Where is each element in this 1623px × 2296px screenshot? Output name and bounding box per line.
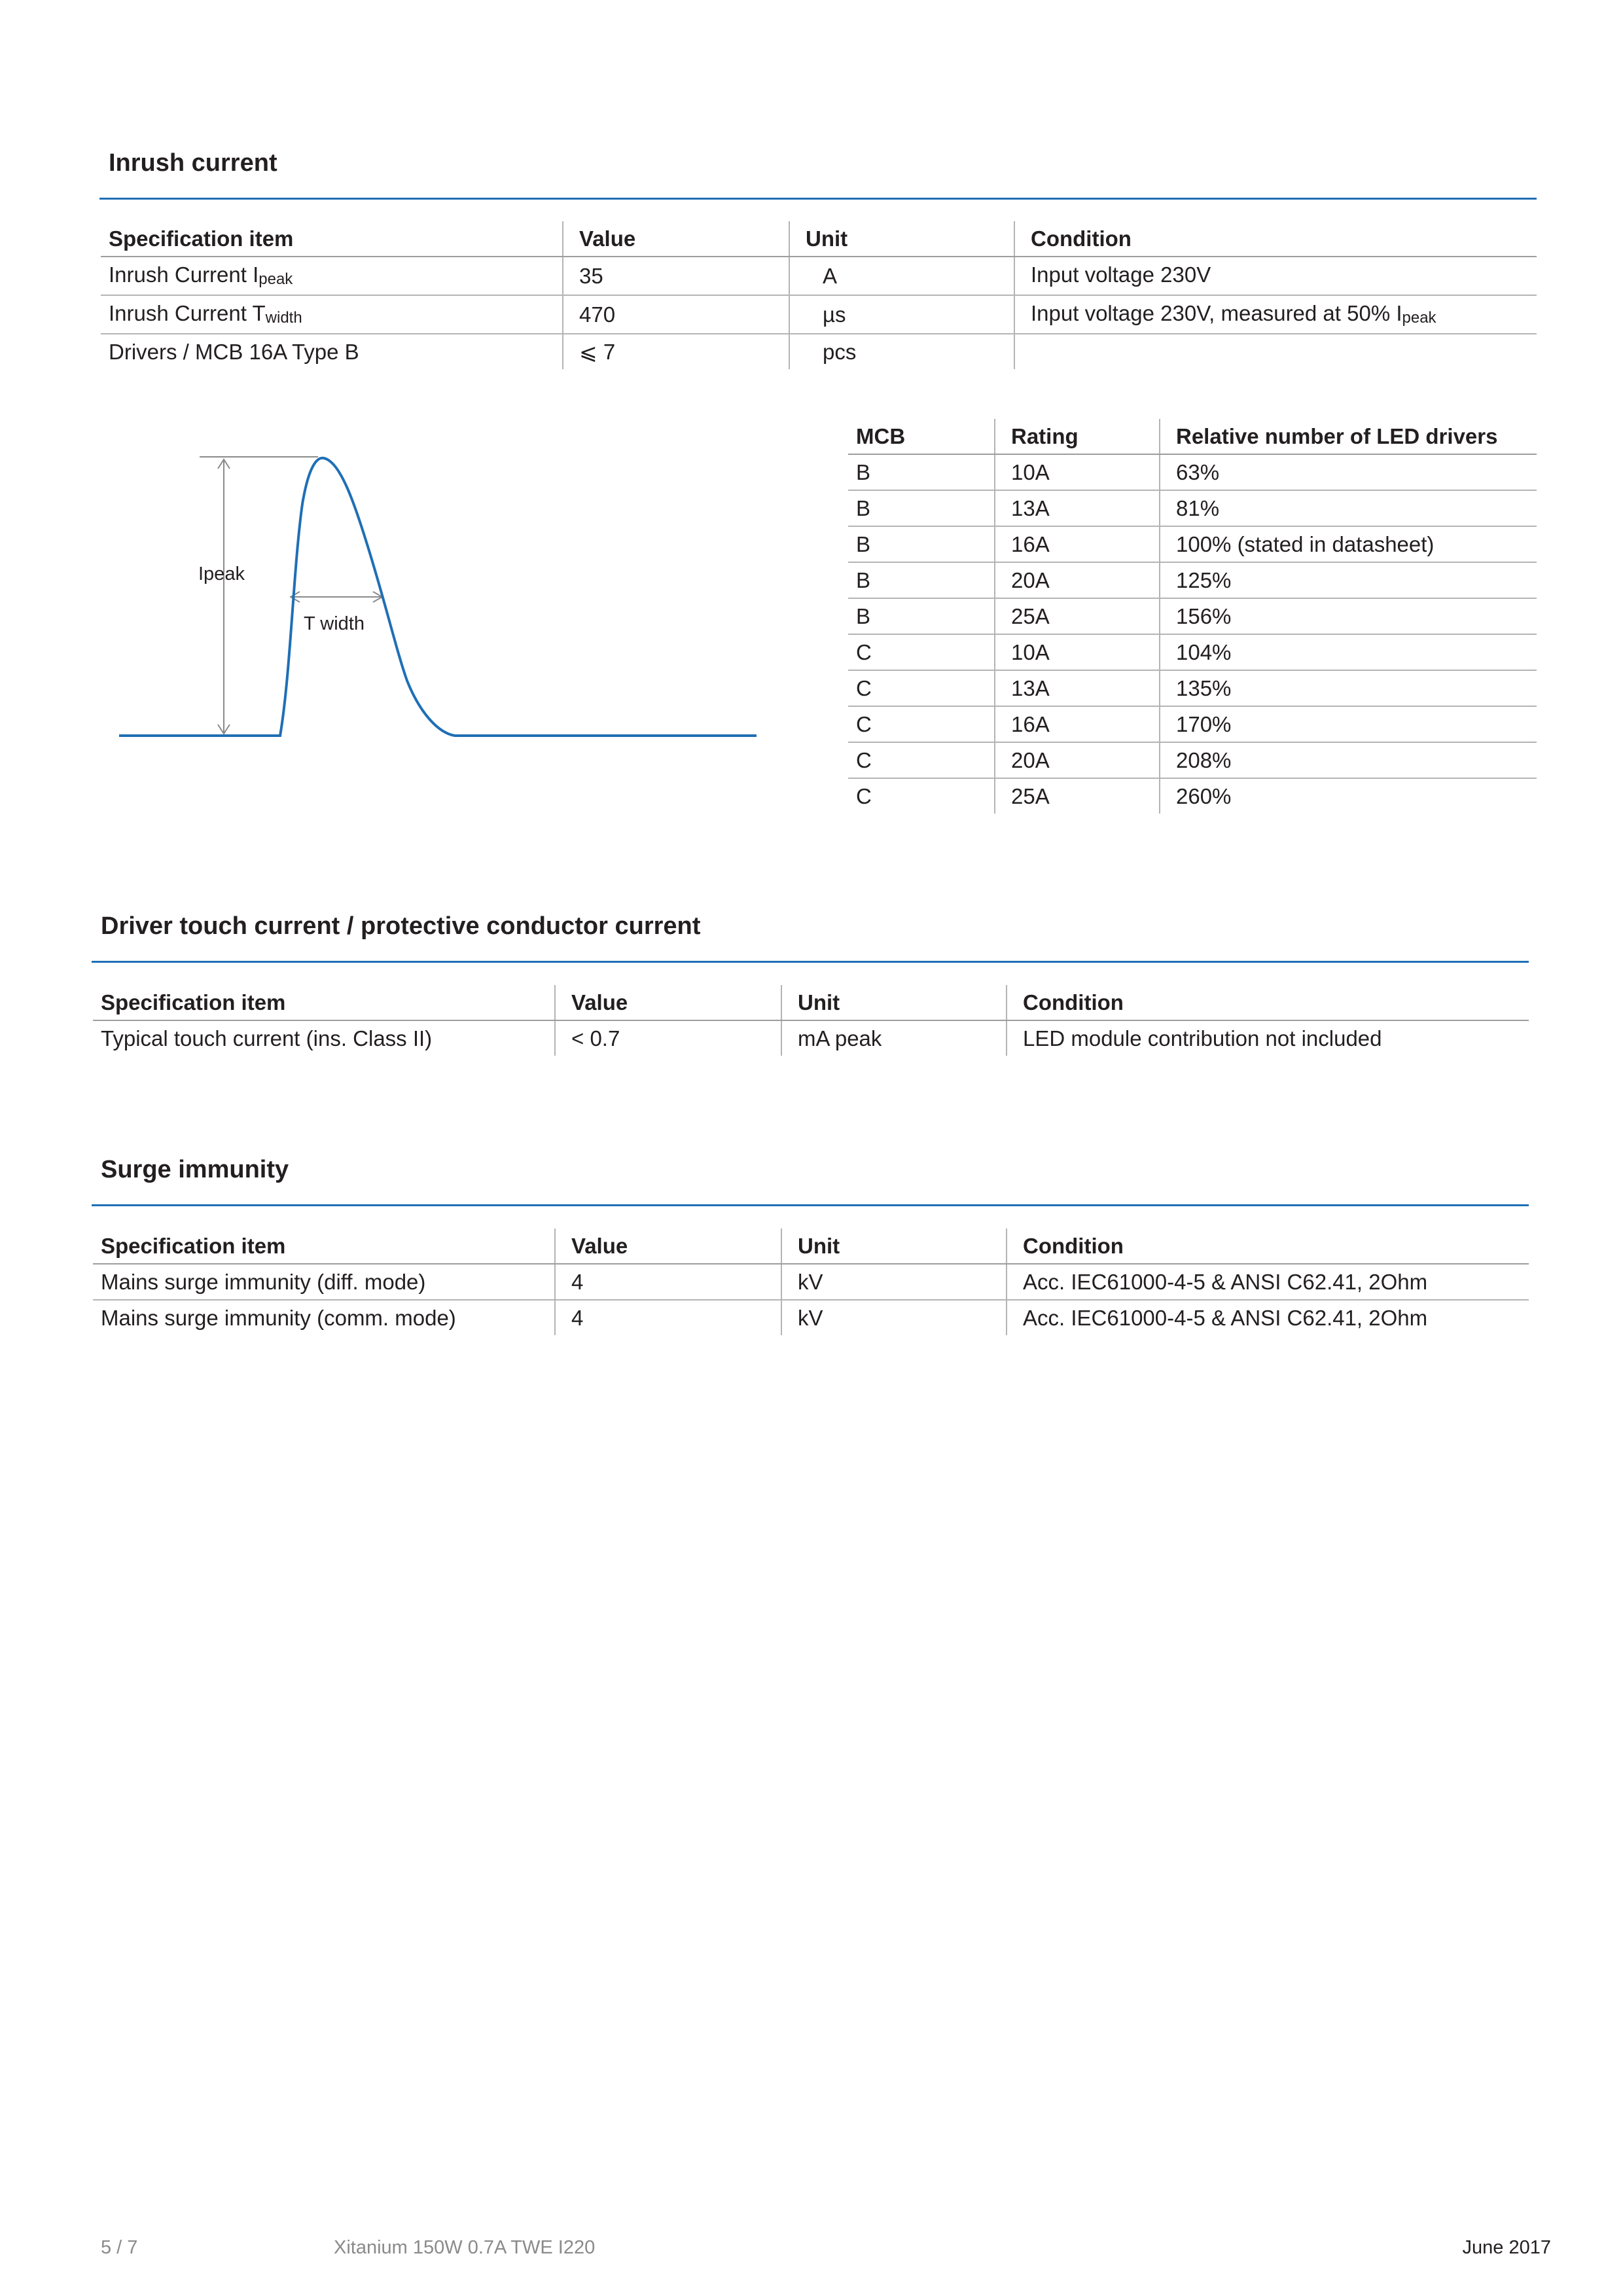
touch-table xyxy=(93,985,1529,1056)
spec-value: 4 xyxy=(555,1264,781,1300)
table-row xyxy=(101,257,1537,295)
spec-item-cell xyxy=(101,257,563,295)
spec-condition: Acc. IEC61000-4-5 & ANSI C62.41, 2Ohm xyxy=(1007,1300,1529,1335)
inrush-title: Inrush current xyxy=(109,149,277,177)
mcb-type: B xyxy=(848,562,995,598)
mcb-rating: 20A xyxy=(995,742,1160,778)
table-row xyxy=(848,778,1537,814)
spec-condition: Acc. IEC61000-4-5 & ANSI C62.41, 2Ohm xyxy=(1007,1264,1529,1300)
spec-item: Inrush Current T xyxy=(109,301,266,325)
mcb-header-row xyxy=(848,419,1537,454)
mcb-header-rating: Rating xyxy=(995,419,1160,454)
mcb-relative: 170% xyxy=(1160,706,1537,742)
inrush-header-row xyxy=(101,221,1537,257)
spec-value: 470 xyxy=(563,295,789,334)
mcb-relative: 156% xyxy=(1160,598,1537,634)
mcb-rating: 13A xyxy=(995,670,1160,706)
spec-item: Inrush Current I xyxy=(109,262,259,287)
surge-title: Surge immunity xyxy=(101,1156,289,1183)
surge-header-condition: Condition xyxy=(1007,1229,1529,1264)
spec-item: Mains surge immunity (comm. mode) xyxy=(101,1306,456,1330)
spec-condition-subscript: peak xyxy=(1402,309,1436,327)
table-row xyxy=(93,1020,1529,1056)
touch-header-condition: Condition xyxy=(1007,985,1529,1020)
mcb-type: C xyxy=(848,634,995,670)
touch-title-rule xyxy=(92,961,1529,963)
mcb-type: B xyxy=(848,454,995,490)
mcb-rating: 10A xyxy=(995,634,1160,670)
table-row xyxy=(848,490,1537,526)
product-name: Xitanium 150W 0.7A TWE I220 xyxy=(334,2237,596,2258)
table-row xyxy=(848,562,1537,598)
spec-value: 35 xyxy=(563,257,789,295)
spec-unit: kV xyxy=(781,1264,1007,1300)
spec-item-subscript: peak xyxy=(259,270,293,288)
touch-header-unit: Unit xyxy=(781,985,1007,1020)
table-row xyxy=(848,670,1537,706)
mcb-type: C xyxy=(856,784,872,808)
spec-condition: Input voltage 230V, measured at 50% I xyxy=(1031,301,1402,325)
surge-header-row xyxy=(93,1229,1529,1264)
mcb-type: C xyxy=(848,706,995,742)
table-row xyxy=(848,526,1537,562)
twidth-label: T width xyxy=(304,613,365,634)
mcb-rating: 16A xyxy=(995,706,1160,742)
document-date: June 2017 xyxy=(1462,2237,1551,2258)
mcb-rating: 25A xyxy=(995,778,1160,814)
mcb-table xyxy=(848,419,1537,814)
spec-value: 4 xyxy=(555,1300,781,1335)
spec-condition-cell xyxy=(1014,257,1537,295)
surge-table xyxy=(93,1229,1529,1335)
table-row xyxy=(101,295,1537,334)
spec-value: < 0.7 xyxy=(555,1020,781,1056)
surge-header-unit: Unit xyxy=(781,1229,1007,1264)
table-row xyxy=(93,1300,1529,1335)
surge-header-item: Specification item xyxy=(93,1229,555,1264)
inrush-header-unit: Unit xyxy=(789,221,1014,257)
mcb-relative: 208% xyxy=(1160,742,1537,778)
inrush-pulse-diagram xyxy=(111,432,766,746)
mcb-header-mcb: MCB xyxy=(848,419,995,454)
mcb-relative: 104% xyxy=(1160,634,1537,670)
mcb-type: B xyxy=(848,526,995,562)
spec-condition-cell xyxy=(1014,295,1537,334)
spec-item: Drivers / MCB 16A Type B xyxy=(109,340,359,364)
mcb-type: B xyxy=(848,490,995,526)
mcb-rating: 10A xyxy=(995,454,1160,490)
spec-item-subscript: width xyxy=(265,309,302,327)
spec-condition: LED module contribution not included xyxy=(1007,1020,1529,1056)
mcb-relative: 260% xyxy=(1160,778,1537,814)
surge-title-rule xyxy=(92,1204,1529,1206)
table-row xyxy=(848,454,1537,490)
inrush-header-item: Specification item xyxy=(101,221,563,257)
table-row xyxy=(848,742,1537,778)
inrush-title-rule xyxy=(99,198,1537,200)
spec-unit: µs xyxy=(789,295,1014,334)
inrush-header-condition: Condition xyxy=(1014,221,1537,257)
touch-title: Driver touch current / protective conductor current xyxy=(101,912,701,940)
touch-header-row xyxy=(93,985,1529,1020)
mcb-relative: 100% (stated in datasheet) xyxy=(1160,526,1537,562)
mcb-header-relative: Relative number of LED drivers xyxy=(1160,419,1537,454)
spec-unit: mA peak xyxy=(781,1020,1007,1056)
spec-unit: kV xyxy=(781,1300,1007,1335)
spec-item-cell xyxy=(101,295,563,334)
table-row xyxy=(848,598,1537,634)
spec-value: ⩽ 7 xyxy=(563,334,789,369)
spec-item: Mains surge immunity (diff. mode) xyxy=(93,1264,555,1300)
table-row xyxy=(848,706,1537,742)
page-number: 5 / 7 xyxy=(101,2237,138,2258)
mcb-relative: 125% xyxy=(1160,562,1537,598)
mcb-type: B xyxy=(848,598,995,634)
mcb-relative: 81% xyxy=(1160,490,1537,526)
mcb-relative: 63% xyxy=(1160,454,1537,490)
table-row xyxy=(101,334,1537,369)
touch-header-item: Specification item xyxy=(93,985,555,1020)
ipeak-label: Ipeak xyxy=(198,564,245,584)
surge-header-value: Value xyxy=(555,1229,781,1264)
table-row xyxy=(93,1264,1529,1300)
inrush-pulse-curve xyxy=(119,458,757,736)
mcb-relative: 135% xyxy=(1160,670,1537,706)
spec-item: Typical touch current (ins. Class II) xyxy=(101,1026,433,1050)
table-row xyxy=(848,634,1537,670)
spec-condition: Input voltage 230V xyxy=(1031,262,1211,287)
inrush-header-value: Value xyxy=(563,221,789,257)
mcb-type: C xyxy=(848,742,995,778)
spec-item-cell xyxy=(101,334,563,369)
mcb-rating: 20A xyxy=(995,562,1160,598)
mcb-rating: 16A xyxy=(995,526,1160,562)
spec-unit: pcs xyxy=(789,334,1014,369)
touch-header-value: Value xyxy=(555,985,781,1020)
inrush-table xyxy=(101,221,1537,369)
mcb-type: C xyxy=(848,670,995,706)
spec-unit: A xyxy=(789,257,1014,295)
mcb-rating: 25A xyxy=(995,598,1160,634)
mcb-rating: 13A xyxy=(995,490,1160,526)
spec-condition xyxy=(1014,334,1537,369)
